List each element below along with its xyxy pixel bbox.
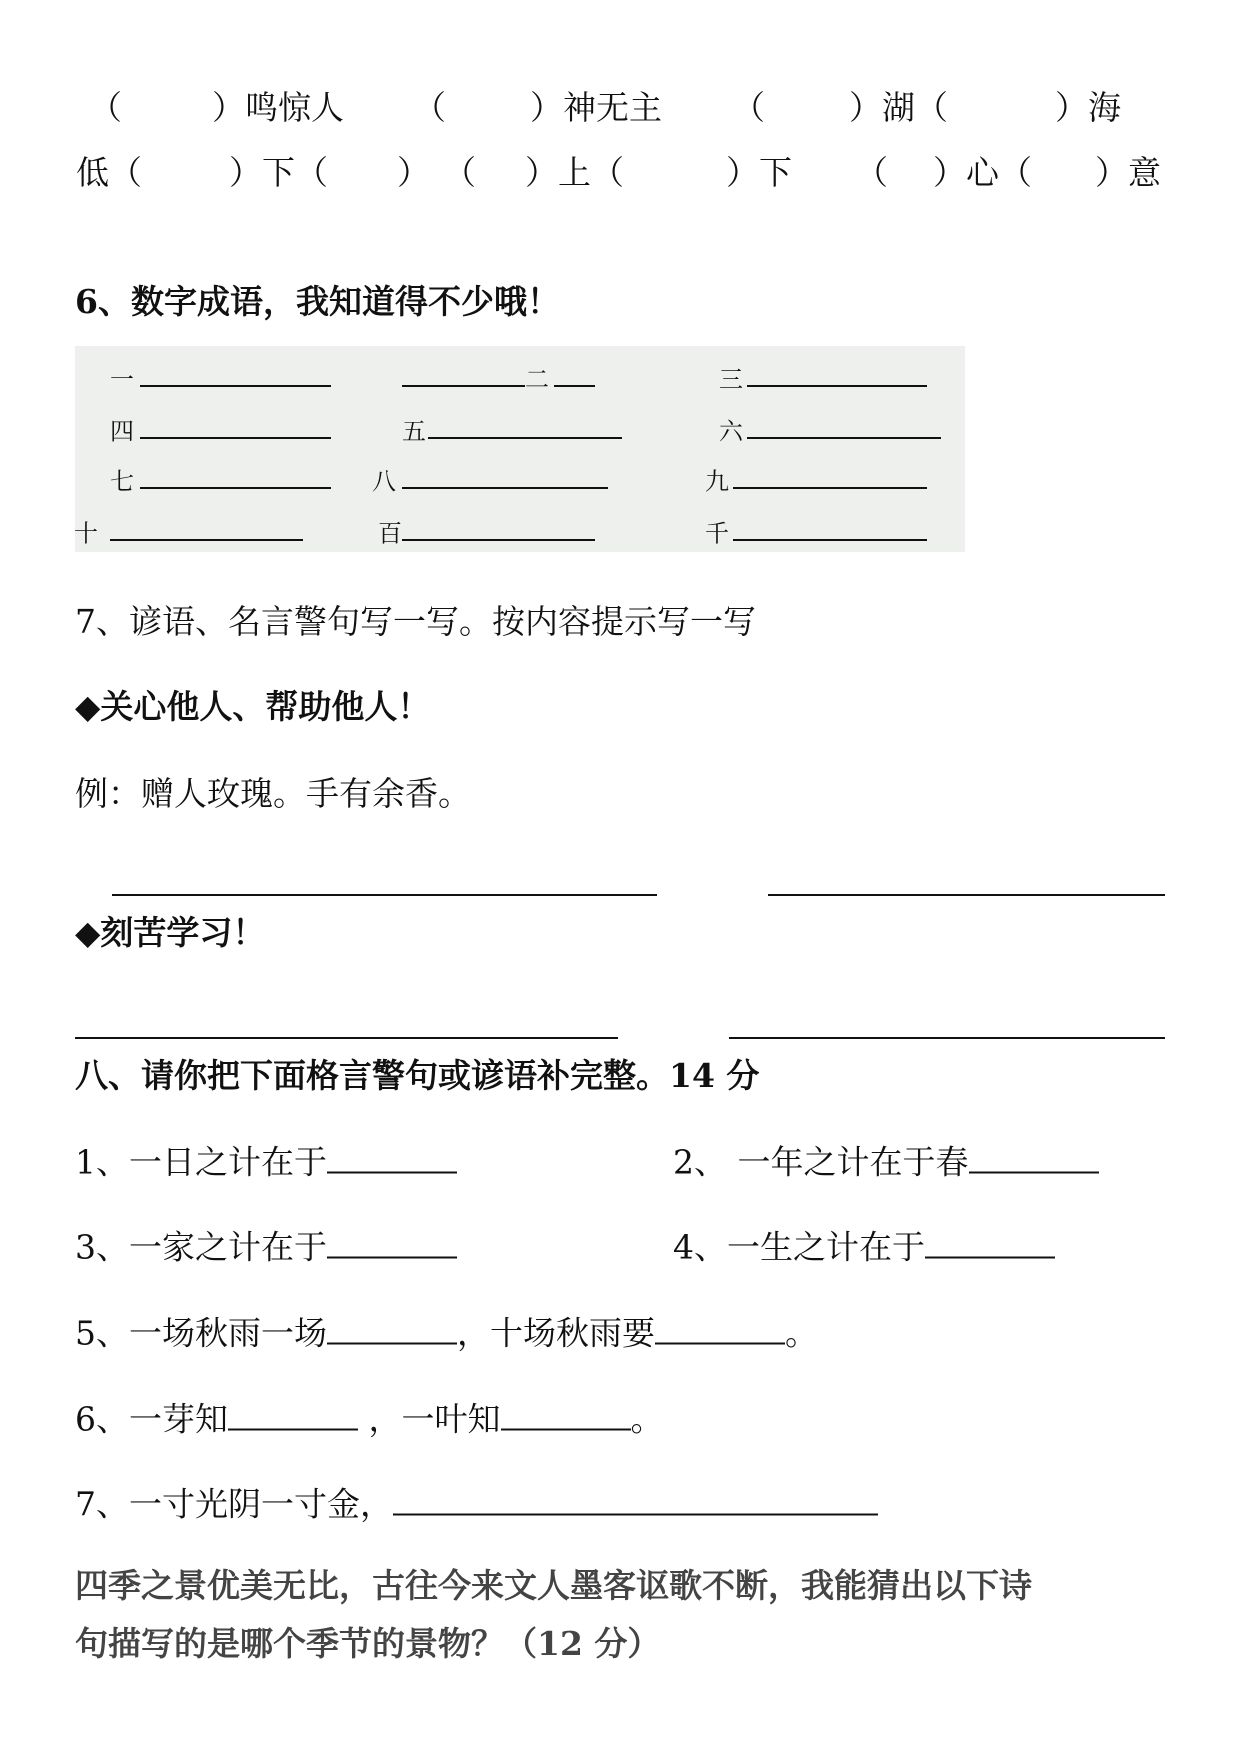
idiom-fragment: （ [443, 153, 476, 192]
answer-blank[interactable] [655, 1313, 785, 1345]
answer-line[interactable] [729, 1037, 1165, 1039]
answer-line[interactable] [747, 437, 941, 439]
answer-blank[interactable] [228, 1399, 358, 1431]
number-label: 六 [719, 417, 743, 446]
answer-blank[interactable] [925, 1227, 1055, 1259]
answer-line[interactable] [75, 1037, 618, 1039]
q8-item-6-text-b: ，一叶知 [358, 1399, 501, 1439]
idiom-fragment: （ [89, 88, 122, 127]
q7-example: 例：赠人玫瑰。手有余香。 [75, 774, 471, 813]
number-label: 八 [372, 467, 396, 496]
number-label: 千 [705, 519, 729, 548]
q8-item-5-text: 5、一场秋雨一场 [75, 1313, 327, 1353]
answer-line[interactable] [402, 385, 525, 387]
number-label: 十 [74, 519, 98, 548]
idiom-fragment: （ [732, 88, 765, 127]
q9-line-1: 四季之景优美无比，古往今来文人墨客讴歌不断，我能猜出以下诗 [75, 1566, 1032, 1605]
answer-blank[interactable] [327, 1313, 457, 1345]
answer-blank[interactable] [501, 1399, 631, 1431]
q8-item-4 [673, 1227, 1055, 1268]
q8-item-1 [75, 1142, 457, 1183]
q8-item-6 [75, 1399, 664, 1440]
idiom-fragment: 低（ [76, 153, 142, 192]
answer-line[interactable] [140, 487, 331, 489]
idiom-fragment: ）下 [726, 153, 792, 192]
answer-line[interactable] [110, 539, 303, 541]
number-label: 百 [378, 519, 402, 548]
answer-line[interactable] [402, 487, 608, 489]
q8-item-7 [75, 1484, 878, 1525]
q8-item-3 [75, 1227, 457, 1268]
number-label: 四 [110, 417, 134, 446]
q8-item-5-text-b: ，十场秋雨要 [457, 1313, 655, 1353]
q9-line-2: 句描写的是哪个季节的景物？（12 分） [75, 1624, 661, 1663]
idiom-fragment: ）神无主 [530, 88, 662, 127]
q7-topic-1: ◆关心他人、帮助他人！ [75, 687, 431, 726]
q8-item-7-text: 7、一寸光阴一寸金， [75, 1484, 393, 1524]
q8-title: 八、请你把下面格言警句或谚语补完整。14 分 [75, 1056, 760, 1095]
idiom-fragment: ）海 [1055, 88, 1121, 127]
answer-blank[interactable] [393, 1484, 878, 1516]
idiom-fragment: ）鸣惊人 [212, 88, 344, 127]
answer-line[interactable] [733, 539, 927, 541]
answer-line[interactable] [554, 385, 595, 387]
q8-item-5 [75, 1313, 818, 1354]
idiom-fragment: （ [855, 153, 888, 192]
q8-item-6-text: 6、一芽知 [75, 1399, 228, 1439]
q7-title: 7、谚语、名言警句写一写。按内容提示写一写 [75, 602, 756, 641]
answer-line[interactable] [428, 437, 622, 439]
answer-line[interactable] [140, 437, 331, 439]
answer-blank[interactable] [327, 1142, 457, 1174]
number-label: 一 [110, 365, 134, 394]
q8-item-6-end: 。 [630, 1399, 664, 1439]
number-label: 三 [719, 365, 743, 394]
idiom-fragment: ）下（ [229, 153, 328, 192]
number-label: 九 [705, 467, 729, 496]
q8-item-2-text: 2、 一年之计在于春 [673, 1142, 969, 1182]
q7-topic-2: ◆刻苦学习！ [75, 913, 266, 952]
number-idiom-grid [75, 346, 965, 552]
number-label: 七 [110, 467, 134, 496]
idiom-fragment: ） [397, 153, 430, 192]
answer-line[interactable] [402, 539, 595, 541]
q8-item-5-end: 。 [785, 1313, 818, 1353]
q8-item-3-text: 3、一家之计在于 [75, 1227, 327, 1267]
q8-item-1-text: 1、一日之计在于 [75, 1142, 327, 1182]
idiom-fragment: ）心（ [933, 153, 1032, 192]
idiom-fragment: ）上（ [525, 153, 624, 192]
answer-line[interactable] [112, 894, 657, 896]
idiom-fragment: ）湖（ [849, 88, 948, 127]
idiom-fragment: （ [413, 88, 446, 127]
q6-title: 6、数字成语，我知道得不少哦！ [75, 282, 560, 321]
answer-line[interactable] [140, 385, 331, 387]
answer-blank[interactable] [969, 1142, 1099, 1174]
answer-blank[interactable] [327, 1227, 457, 1259]
q8-item-4-text: 4、一生之计在于 [673, 1227, 925, 1267]
answer-line[interactable] [768, 894, 1165, 896]
number-label: 二 [525, 365, 549, 394]
idiom-fragment: ）意 [1095, 153, 1161, 192]
number-label: 五 [402, 417, 426, 446]
answer-line[interactable] [733, 487, 927, 489]
q8-item-2 [673, 1142, 1099, 1183]
answer-line[interactable] [747, 385, 927, 387]
